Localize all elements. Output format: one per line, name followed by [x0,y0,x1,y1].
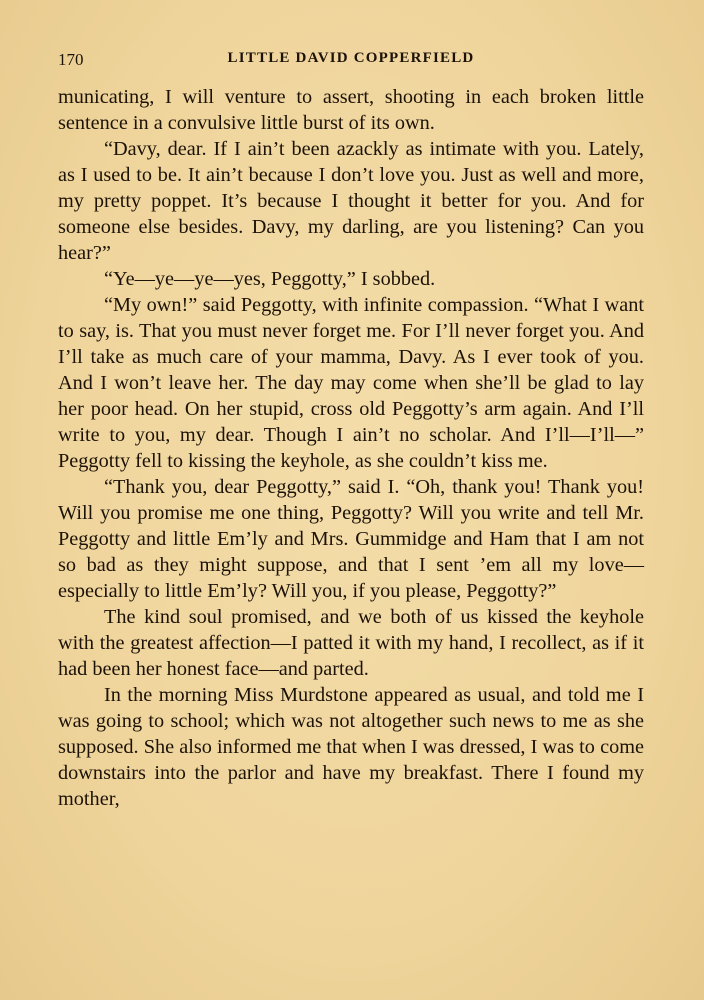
paragraph: “My own!” said Peggotty, with infinite compassion. “What I want to say, is. That you must never forget me. For I’ll never forget you. And I’ll take as much care of your mamma, Davy. As I ever took of you. And I won’t leave her. The day may come when she’ll be glad to lay her poor head. On her stupid, cross old Peggotty’s arm again. And I’ll write to you, my dear. Though I ain’t no scholar. And I’ll—I’ll—” Peggotty fell to kissing the keyhole, as she couldn’t kiss me. [58,294,644,472]
running-head: LITTLE DAVID COPPERFIELD [227,50,475,66]
page-header [58,50,644,72]
paragraph-continued: municating, I will venture to assert, shooting in each broken little sentence in a convulsive little burst of its own. [58,86,644,134]
page-number: 170 [58,50,84,69]
paragraph: “Ye—ye—ye—yes, Peggotty,” I sobbed. [104,268,436,290]
paragraph: In the morning Miss Murdstone appeared as usual, and told me I was going to school; which was not altogether such news to me as she supposed. She also informed me that when I was dressed, I was to come downstairs into the parlor and have my breakfast. There I found my mother, [58,684,644,810]
paragraph: “Thank you, dear Peggotty,” said I. “Oh, thank you! Thank you! Will you promise me one thing, Peggotty? Will you write and tell Mr. Peggotty and little Em’ly and Mrs. Gummidge and Ham that I am not so bad as they might suppose, and that I sent ’em all my love—especially to little Em’ly? Will you, if you please, Peggotty?” [58,476,644,602]
paragraph: “Davy, dear. If I ain’t been azackly as intimate with you. Lately, as I used to be. It ain’t because I don’t love you. Just as well and more, my pretty poppet. It’s because I thought it better for you. And for someone else besides. Davy, my darling, are you listening? Can you hear?” [58,138,644,264]
body-text [58,84,644,812]
paragraph: The kind soul promised, and we both of us kissed the keyhole with the greatest affection—I patted it with my hand, I recollect, as if it had been her honest face—and parted. [58,606,644,680]
